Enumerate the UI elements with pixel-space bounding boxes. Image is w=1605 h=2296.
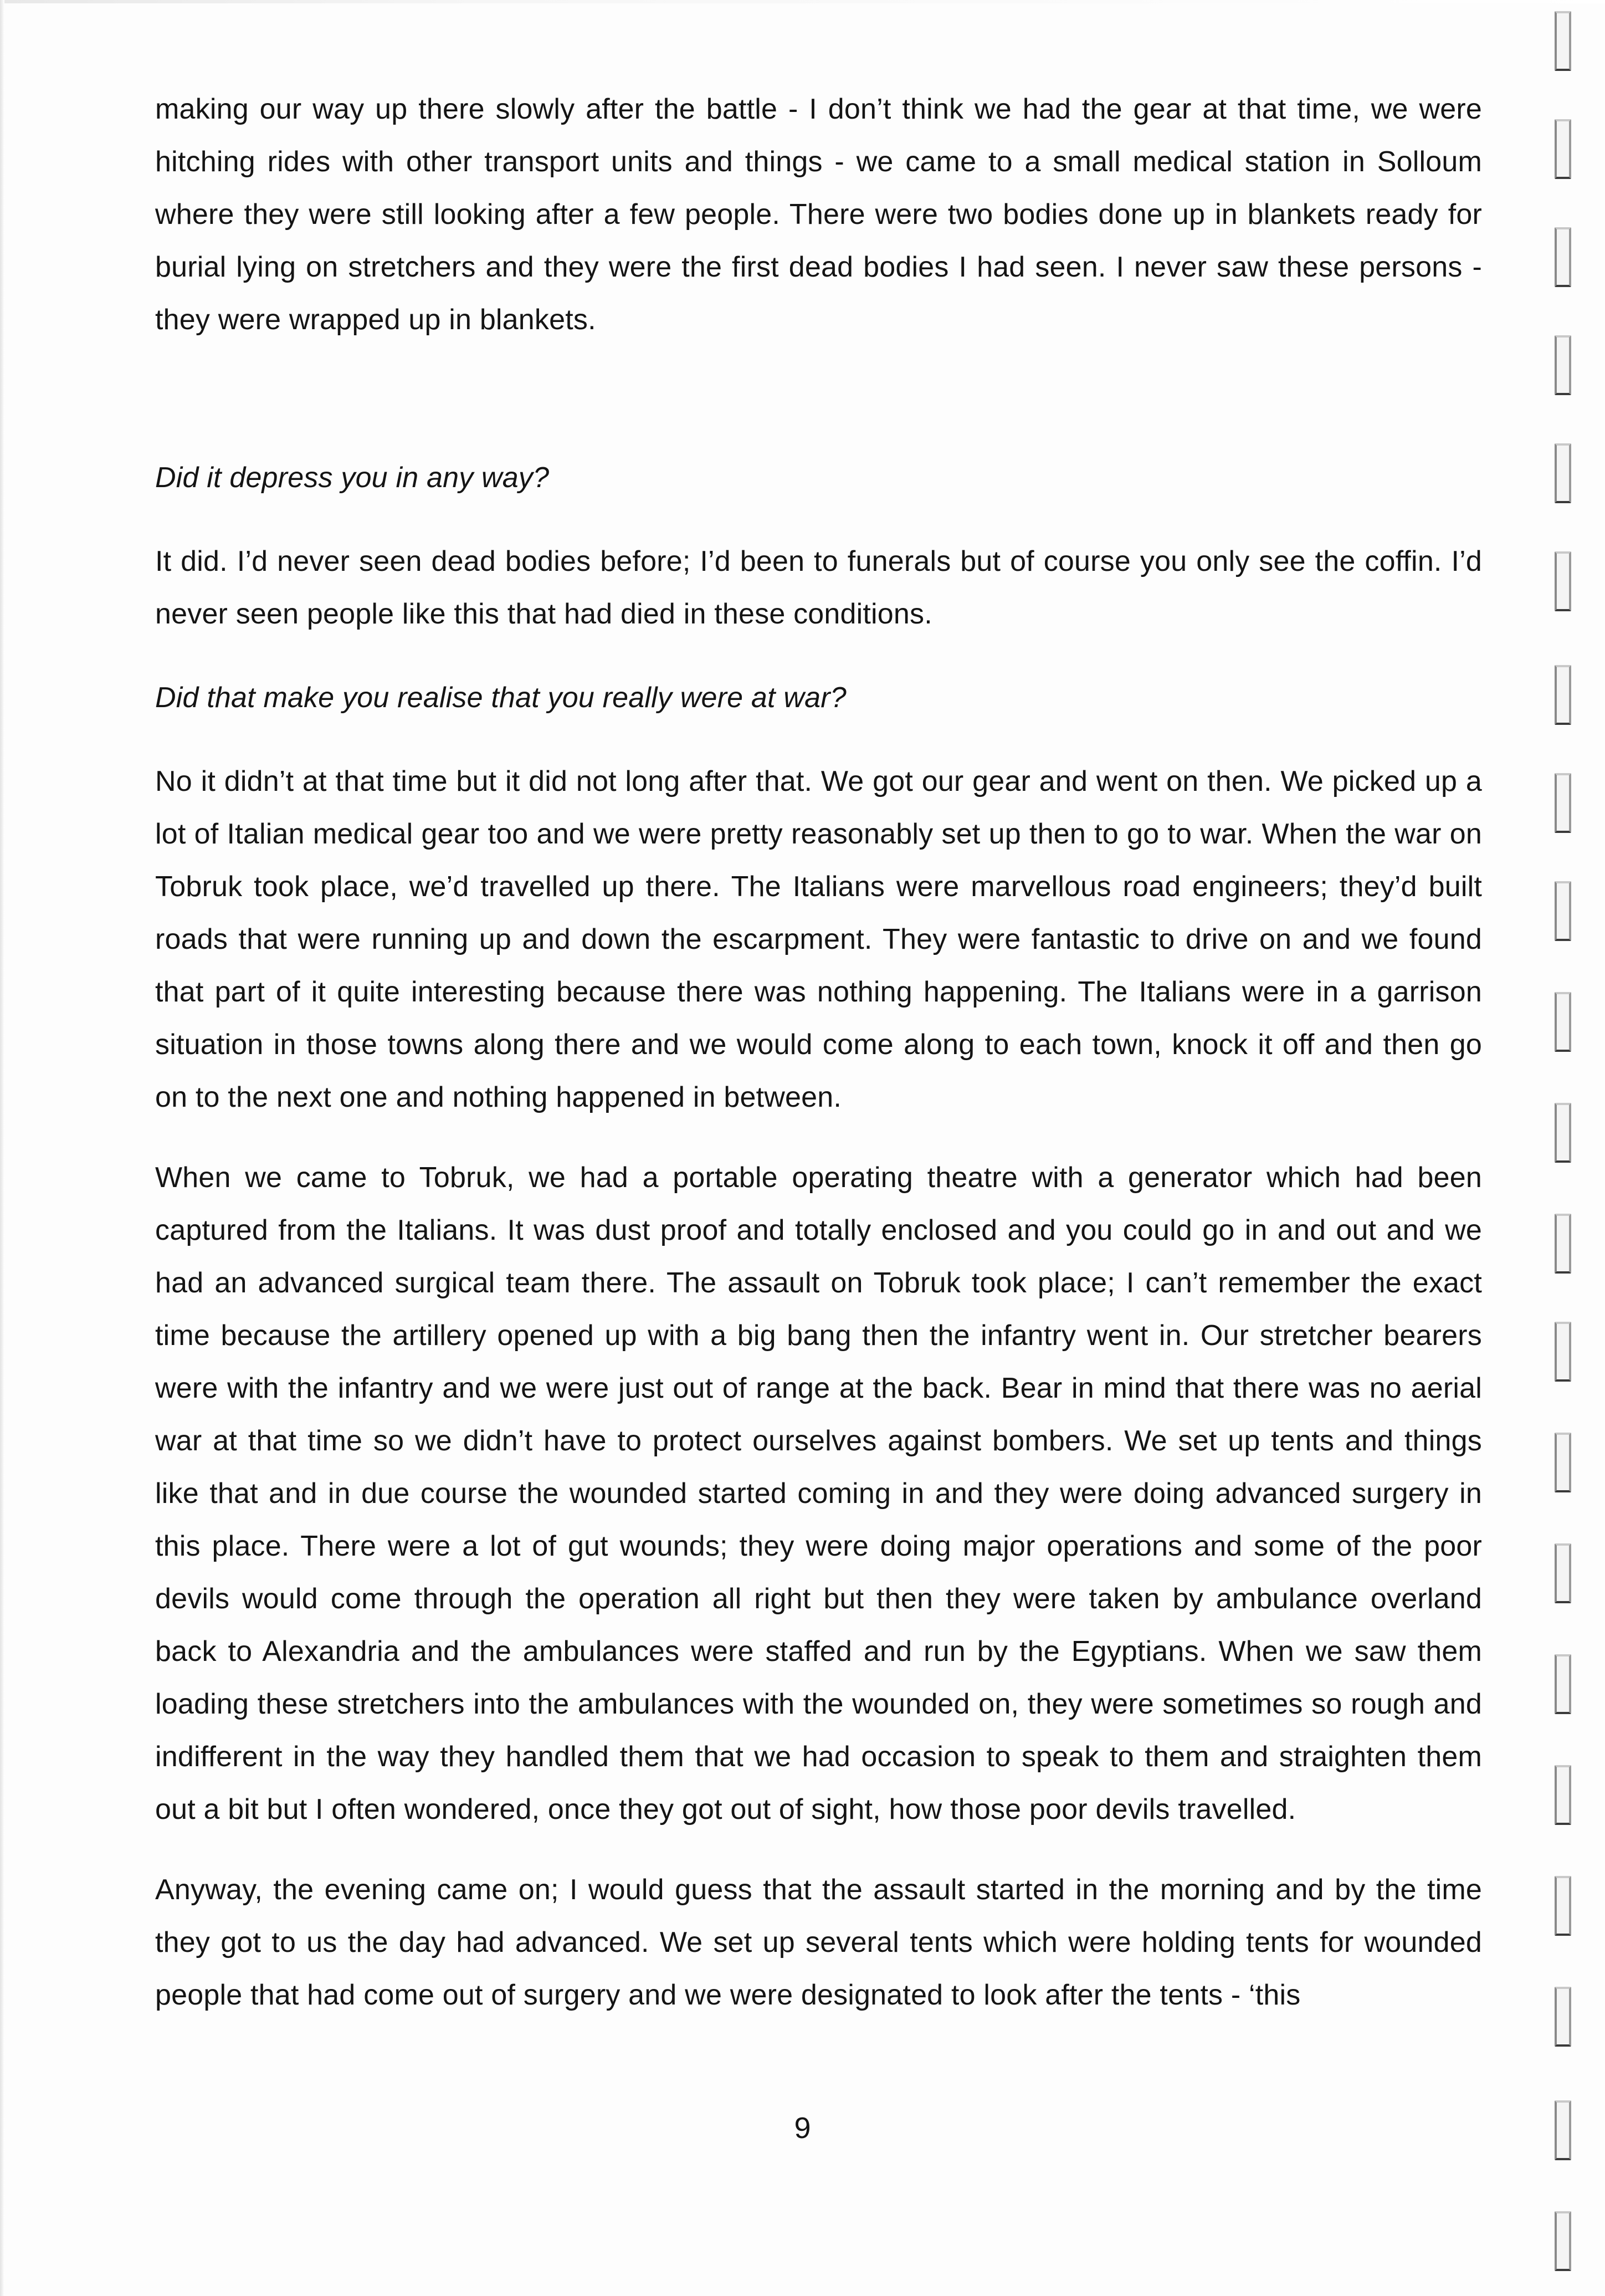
question-depress: Did it depress you in any way? bbox=[155, 462, 550, 494]
binding-hole bbox=[1555, 11, 1571, 71]
binding-hole bbox=[1555, 1654, 1571, 1714]
binding-hole bbox=[1555, 2211, 1571, 2271]
paragraph-evening: Anyway, the evening came on; I would guess that the assault started in the morning and by the time they got to us the day had advanced. We set up several tents which were holding tents for wounded people that had come out of surgery and we were designated to look after the tents - ‘this bbox=[155, 1874, 1482, 2011]
binding-hole bbox=[1555, 551, 1571, 611]
binding-holes bbox=[1550, 0, 1583, 2296]
scan-left-edge bbox=[0, 0, 4, 2296]
page-number: 9 bbox=[794, 2111, 811, 2145]
binding-hole bbox=[1555, 1543, 1571, 1603]
paragraph-tobruk-assault: When we came to Tobruk, we had a portable operating theatre with a generator which had been captured from the Italians. It was dust proof and totally enclosed and you could go in and out and we had an advanced surgical team there. The assault on Tobruk took place; I can’t remember the exact time because the artillery opened up with a big bang then the infantry went in. Our stretcher bearers were with the infantry and we were just out of range at the back. Bear in mind that there was no aerial war at that time so we didn’t have to protect ourselves against bombers. We set up tents and things like that and in due course the wounded started coming in and they were doing advanced surgery in this place. There were a lot of gut wounds; they were doing major operations and some of the poor devils would come through the operation all right but then they were taken by ambulance overland back to Alexandria and the ambulances were staffed and run by the Egyptians. When we saw them loading these stretchers into the ambulances with the wounded on, they were sometimes so rough and indifferent in the way they handled them that we had occasion to speak to them and straighten them out a bit but I often wondered, once they got out of sight, how those poor devils travelled. bbox=[155, 1162, 1482, 1825]
binding-hole bbox=[1555, 773, 1571, 833]
paragraph-italian-roads: No it didn’t at that time but it did not long after that. We got our gear and went on then. We picked up a lot of Italian medical gear too and we were pretty reasonably set up then to go to war. When the war on Tobruk took place, we’d travelled up there. The Italians were marvellous road engineers; they’d built roads that were running up and down the escarpment. They were fantastic to drive on and we found that part of it quite interesting because there was nothing happening. The Italians were in a garrison situation in those towns along there and we would come along to each town, knock it off and then go on to the next one and nothing happened in between. bbox=[155, 765, 1482, 1113]
binding-hole bbox=[1555, 335, 1571, 395]
binding-hole bbox=[1555, 665, 1571, 725]
binding-hole bbox=[1555, 1103, 1571, 1163]
binding-hole bbox=[1555, 2100, 1571, 2160]
binding-hole bbox=[1555, 1876, 1571, 1936]
binding-hole bbox=[1555, 1433, 1571, 1492]
binding-hole bbox=[1555, 1214, 1571, 1274]
paragraph-battle-aftermath: making our way up there slowly after the battle - I don’t think we had the gear at that time, we were hitching rides with other transport units and things - we came to a small medical station in Solloum where they were still looking after a few people. There were two bodies done up in blankets ready for burial lying on stretchers and they were the first dead bodies I had seen. I never saw these persons - they were wrapped up in blankets. bbox=[155, 93, 1482, 336]
binding-hole bbox=[1555, 881, 1571, 941]
binding-hole bbox=[1555, 992, 1571, 1052]
binding-hole bbox=[1555, 443, 1571, 503]
binding-hole bbox=[1555, 119, 1571, 179]
paragraph-dead-bodies: It did. I’d never seen dead bodies before; I’d been to funerals but of course you only see the coffin. I’d never seen people like this that had died in these conditions. bbox=[155, 545, 1482, 630]
body-text bbox=[155, 83, 1482, 2022]
scan-top-edge bbox=[0, 0, 1605, 3]
binding-hole bbox=[1555, 1987, 1571, 2047]
binding-hole bbox=[1555, 1765, 1571, 1825]
question-at-war: Did that make you realise that you really were at war? bbox=[155, 682, 847, 714]
binding-hole bbox=[1555, 1322, 1571, 1382]
binding-hole bbox=[1555, 227, 1571, 287]
